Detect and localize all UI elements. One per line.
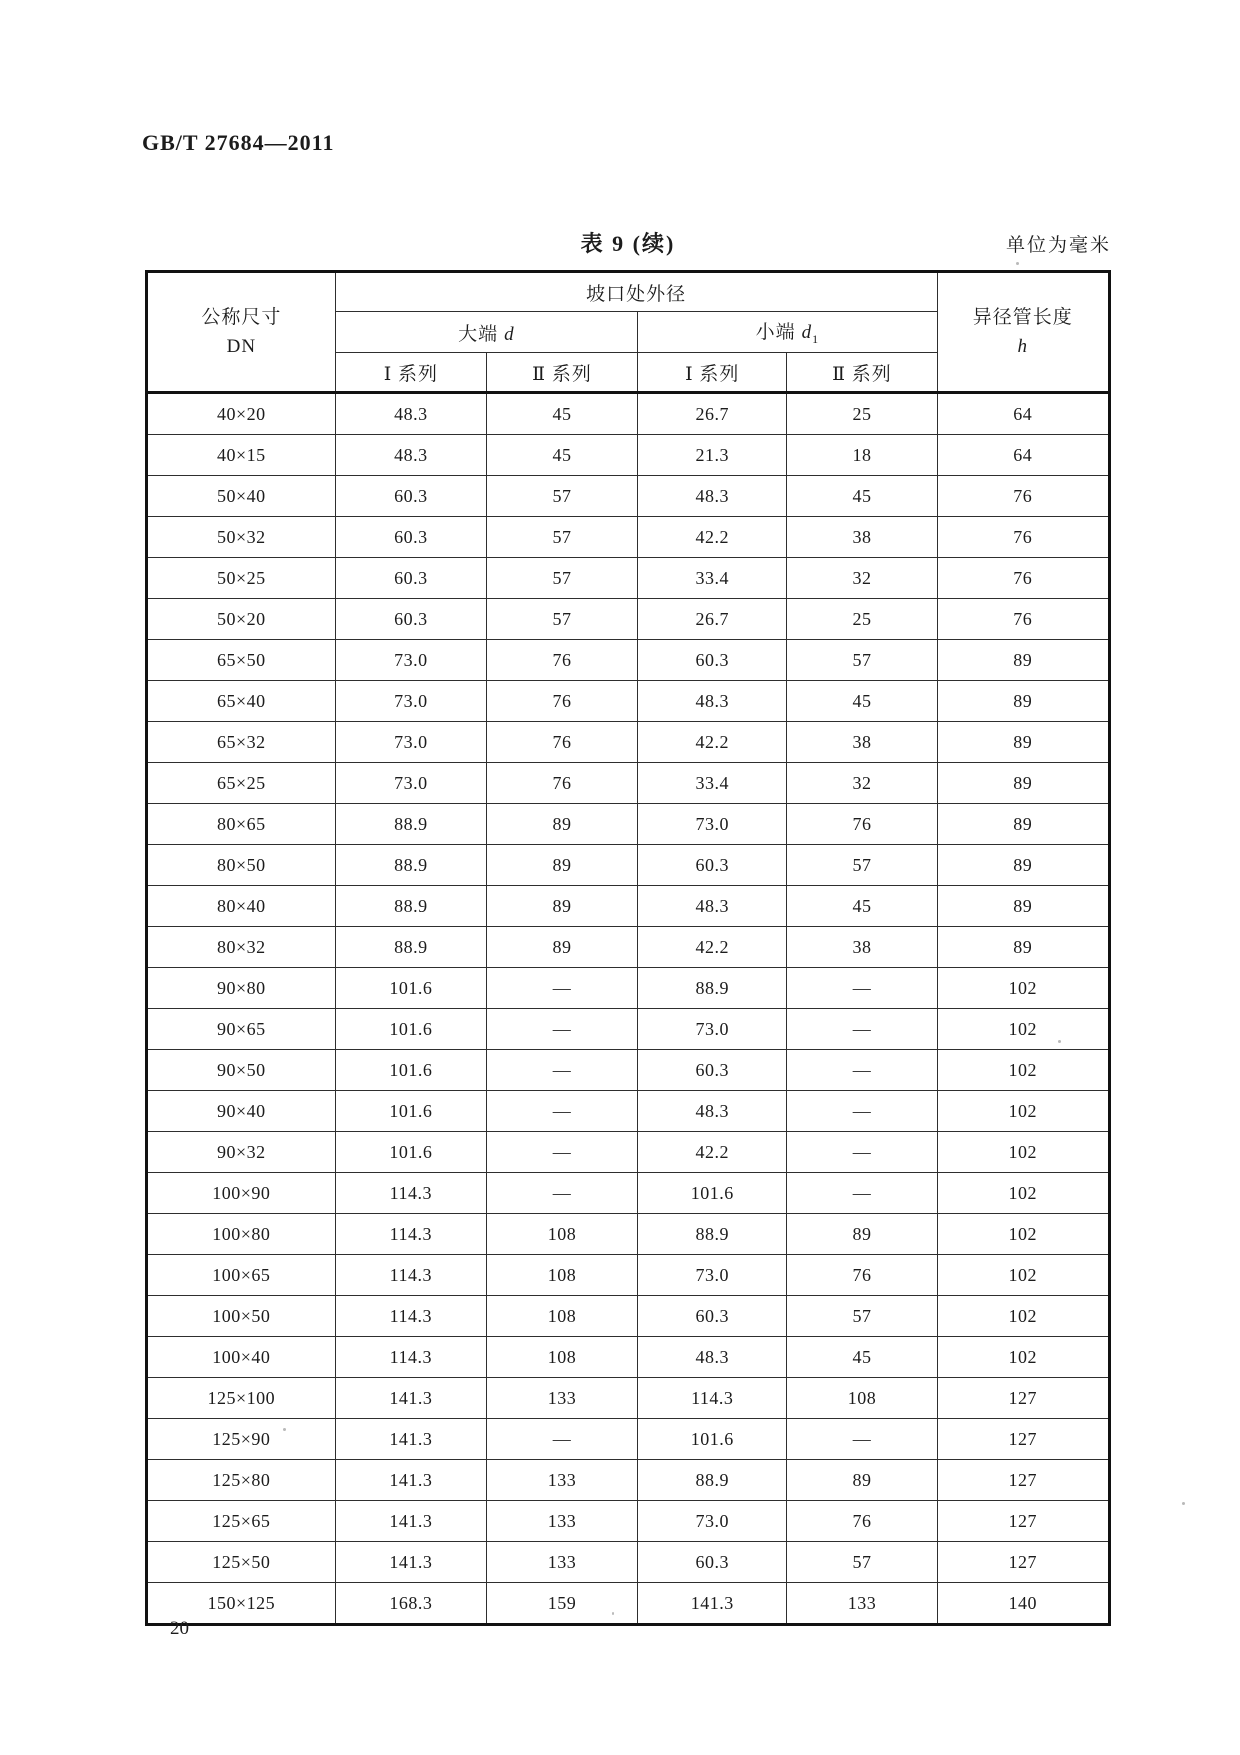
cell-small-end-series-2: 32: [787, 763, 937, 804]
cell-length-h: 127: [937, 1501, 1109, 1542]
cell-small-end-series-2: —: [787, 968, 937, 1009]
cell-length-h: 102: [937, 968, 1109, 1009]
cell-big-end-series-1: 101.6: [335, 1009, 486, 1050]
cell-length-h: 89: [937, 886, 1109, 927]
cell-big-end-series-2: —: [486, 1050, 637, 1091]
table-row: [147, 640, 1110, 681]
cell-small-end-series-2: 45: [787, 1337, 937, 1378]
cell-small-end-series-1: 42.2: [638, 517, 787, 558]
scan-speck: [1016, 262, 1019, 265]
cell-small-end-series-1: 48.3: [638, 681, 787, 722]
table-row: [147, 927, 1110, 968]
table-row: [147, 1009, 1110, 1050]
cell-big-end-series-1: 141.3: [335, 1378, 486, 1419]
cell-length-h: 102: [937, 1173, 1109, 1214]
cell-small-end-series-2: —: [787, 1009, 937, 1050]
cell-small-end-series-2: 57: [787, 845, 937, 886]
cell-dn: 40×15: [147, 435, 336, 476]
table-row: [147, 599, 1110, 640]
scan-speck: [1058, 1040, 1061, 1043]
cell-dn: 50×40: [147, 476, 336, 517]
cell-small-end-series-1: 73.0: [638, 1501, 787, 1542]
cell-big-end-series-2: 45: [486, 435, 637, 476]
cell-big-end-series-2: 133: [486, 1542, 637, 1583]
cell-big-end-series-2: 159: [486, 1583, 637, 1625]
cell-small-end-series-1: 101.6: [638, 1173, 787, 1214]
cell-small-end-series-1: 48.3: [638, 476, 787, 517]
col-header-big-end-series-2: Ⅱ 系列: [486, 353, 637, 393]
cell-small-end-series-1: 141.3: [638, 1583, 787, 1625]
cell-small-end-series-2: —: [787, 1091, 937, 1132]
cell-big-end-series-1: 88.9: [335, 804, 486, 845]
cell-small-end-series-2: —: [787, 1419, 937, 1460]
cell-small-end-series-2: 45: [787, 886, 937, 927]
cell-big-end-series-2: 133: [486, 1501, 637, 1542]
table-row: [147, 435, 1110, 476]
cell-big-end-series-1: 73.0: [335, 640, 486, 681]
cell-dn: 100×50: [147, 1296, 336, 1337]
cell-dn: 65×50: [147, 640, 336, 681]
cell-big-end-series-2: —: [486, 968, 637, 1009]
cell-dn: 150×125: [147, 1583, 336, 1625]
col-header-dn-label: 公称尺寸: [201, 306, 282, 328]
table-row: [147, 393, 1110, 435]
cell-dn: 90×50: [147, 1050, 336, 1091]
cell-big-end-series-2: 108: [486, 1337, 637, 1378]
cell-big-end-series-2: 133: [486, 1460, 637, 1501]
table-row: [147, 804, 1110, 845]
table-row: [147, 1132, 1110, 1173]
cell-dn: 80×32: [147, 927, 336, 968]
cell-big-end-series-2: —: [486, 1091, 637, 1132]
table-row: [147, 1583, 1110, 1625]
cell-small-end-series-1: 73.0: [638, 1255, 787, 1296]
cell-big-end-series-1: 101.6: [335, 1132, 486, 1173]
table-row: [147, 1460, 1110, 1501]
table-row: [147, 1255, 1110, 1296]
cell-big-end-series-2: —: [486, 1419, 637, 1460]
cell-big-end-series-1: 101.6: [335, 968, 486, 1009]
cell-big-end-series-2: 76: [486, 722, 637, 763]
cell-length-h: 89: [937, 722, 1109, 763]
cell-small-end-series-1: 42.2: [638, 722, 787, 763]
cell-big-end-series-1: 101.6: [335, 1091, 486, 1132]
col-header-length-label: 异径管长度: [972, 306, 1073, 328]
cell-small-end-series-2: 57: [787, 1542, 937, 1583]
col-header-reducer-length: [937, 272, 1109, 393]
cell-big-end-series-2: 89: [486, 804, 637, 845]
cell-small-end-series-2: 57: [787, 1296, 937, 1337]
cell-small-end-series-2: 76: [787, 804, 937, 845]
cell-big-end-series-1: 73.0: [335, 763, 486, 804]
cell-dn: 40×20: [147, 393, 336, 435]
unit-note: 单位为毫米: [1005, 235, 1111, 256]
cell-length-h: 64: [937, 435, 1109, 476]
cell-big-end-series-1: 60.3: [335, 476, 486, 517]
cell-small-end-series-1: 88.9: [638, 1460, 787, 1501]
cell-big-end-series-1: 114.3: [335, 1173, 486, 1214]
cell-big-end-series-2: 108: [486, 1255, 637, 1296]
scan-speck: [1182, 1502, 1185, 1505]
table-caption: 表 9 (续): [580, 231, 676, 256]
table-body: [147, 393, 1110, 1625]
cell-length-h: 76: [937, 558, 1109, 599]
cell-big-end-series-1: 88.9: [335, 845, 486, 886]
cell-small-end-series-1: 101.6: [638, 1419, 787, 1460]
cell-big-end-series-1: 114.3: [335, 1214, 486, 1255]
cell-small-end-series-1: 42.2: [638, 1132, 787, 1173]
cell-small-end-series-1: 48.3: [638, 1337, 787, 1378]
cell-length-h: 102: [937, 1337, 1109, 1378]
cell-length-h: 127: [937, 1460, 1109, 1501]
cell-dn: 90×80: [147, 968, 336, 1009]
col-header-dn: [147, 272, 336, 393]
cell-big-end-series-2: 133: [486, 1378, 637, 1419]
cell-small-end-series-1: 60.3: [638, 845, 787, 886]
cell-dn: 50×25: [147, 558, 336, 599]
cell-small-end-series-1: 60.3: [638, 1296, 787, 1337]
table-row: [147, 1050, 1110, 1091]
cell-big-end-series-2: —: [486, 1009, 637, 1050]
cell-small-end-series-1: 33.4: [638, 763, 787, 804]
table-row: [147, 722, 1110, 763]
cell-dn: 90×65: [147, 1009, 336, 1050]
cell-dn: 80×65: [147, 804, 336, 845]
table-header: [147, 272, 1110, 393]
cell-length-h: 102: [937, 1009, 1109, 1050]
cell-small-end-series-2: 89: [787, 1460, 937, 1501]
cell-small-end-series-2: 57: [787, 640, 937, 681]
cell-length-h: 76: [937, 517, 1109, 558]
cell-small-end-series-1: 26.7: [638, 393, 787, 435]
table-row: [147, 558, 1110, 599]
cell-length-h: 89: [937, 845, 1109, 886]
cell-big-end-series-2: —: [486, 1132, 637, 1173]
cell-dn: 65×25: [147, 763, 336, 804]
cell-big-end-series-1: 60.3: [335, 517, 486, 558]
col-header-length-var: h: [1017, 336, 1029, 357]
table-row: [147, 476, 1110, 517]
cell-big-end-series-1: 60.3: [335, 558, 486, 599]
standard-number: GB/T 27684—2011: [142, 130, 335, 155]
cell-big-end-series-2: 89: [486, 886, 637, 927]
cell-small-end-series-1: 73.0: [638, 804, 787, 845]
scan-speck: [283, 1428, 286, 1431]
cell-big-end-series-1: 141.3: [335, 1501, 486, 1542]
cell-big-end-series-1: 73.0: [335, 722, 486, 763]
table-row: [147, 1378, 1110, 1419]
cell-length-h: 89: [937, 681, 1109, 722]
page-number: 20: [170, 1618, 189, 1639]
cell-big-end-series-1: 114.3: [335, 1337, 486, 1378]
table-row: [147, 1214, 1110, 1255]
cell-small-end-series-1: 60.3: [638, 1542, 787, 1583]
cell-small-end-series-2: 108: [787, 1378, 937, 1419]
cell-big-end-series-2: 57: [486, 558, 637, 599]
cell-length-h: 102: [937, 1214, 1109, 1255]
cell-small-end-series-1: 21.3: [638, 435, 787, 476]
table-row: [147, 1419, 1110, 1460]
cell-small-end-series-2: 38: [787, 722, 937, 763]
cell-big-end-series-1: 168.3: [335, 1583, 486, 1625]
cell-big-end-series-1: 73.0: [335, 681, 486, 722]
cell-small-end-series-2: 32: [787, 558, 937, 599]
cell-small-end-series-1: 48.3: [638, 886, 787, 927]
cell-small-end-series-2: 38: [787, 517, 937, 558]
table-row: [147, 1091, 1110, 1132]
cell-big-end-series-2: 108: [486, 1214, 637, 1255]
cell-dn: 100×65: [147, 1255, 336, 1296]
cell-big-end-series-2: 76: [486, 640, 637, 681]
cell-small-end-series-1: 33.4: [638, 558, 787, 599]
col-group-small-end: 小端 $d_1$: [638, 312, 937, 353]
cell-dn: 65×40: [147, 681, 336, 722]
cell-length-h: 127: [937, 1378, 1109, 1419]
col-header-small-end-series-2: Ⅱ 系列: [787, 353, 937, 393]
cell-dn: 125×90: [147, 1419, 336, 1460]
cell-small-end-series-2: 45: [787, 681, 937, 722]
cell-length-h: 89: [937, 927, 1109, 968]
cell-length-h: 76: [937, 476, 1109, 517]
cell-small-end-series-1: 88.9: [638, 968, 787, 1009]
cell-big-end-series-2: 89: [486, 845, 637, 886]
cell-dn: 65×32: [147, 722, 336, 763]
cell-big-end-series-2: —: [486, 1173, 637, 1214]
cell-dn: 90×32: [147, 1132, 336, 1173]
cell-small-end-series-2: 45: [787, 476, 937, 517]
cell-small-end-series-2: 38: [787, 927, 937, 968]
col-header-dn-symbol: DN: [226, 336, 257, 357]
cell-dn: 80×40: [147, 886, 336, 927]
cell-dn: 125×80: [147, 1460, 336, 1501]
cell-big-end-series-1: 88.9: [335, 927, 486, 968]
col-group-big-end: 大端 d: [335, 312, 637, 353]
cell-length-h: 102: [937, 1132, 1109, 1173]
big-end-var: d: [504, 323, 515, 345]
cell-length-h: 102: [937, 1296, 1109, 1337]
cell-big-end-series-1: 114.3: [335, 1296, 486, 1337]
cell-small-end-series-2: —: [787, 1132, 937, 1173]
cell-small-end-series-1: 114.3: [638, 1378, 787, 1419]
cell-big-end-series-1: 88.9: [335, 886, 486, 927]
header-row-groups: [147, 272, 1110, 312]
col-header-small-end-series-1: Ⅰ 系列: [638, 353, 787, 393]
cell-small-end-series-2: 18: [787, 435, 937, 476]
cell-big-end-series-1: 60.3: [335, 599, 486, 640]
cell-length-h: 89: [937, 763, 1109, 804]
cell-dn: 50×32: [147, 517, 336, 558]
cell-dn: 100×90: [147, 1173, 336, 1214]
table-row: [147, 681, 1110, 722]
cell-dn: 50×20: [147, 599, 336, 640]
cell-small-end-series-2: 25: [787, 393, 937, 435]
cell-length-h: 102: [937, 1091, 1109, 1132]
cell-big-end-series-1: 141.3: [335, 1542, 486, 1583]
cell-big-end-series-1: 114.3: [335, 1255, 486, 1296]
cell-small-end-series-2: 76: [787, 1501, 937, 1542]
cell-small-end-series-1: 60.3: [638, 1050, 787, 1091]
cell-small-end-series-2: 133: [787, 1583, 937, 1625]
cell-length-h: 89: [937, 804, 1109, 845]
cell-big-end-series-1: 48.3: [335, 393, 486, 435]
cell-small-end-series-2: 89: [787, 1214, 937, 1255]
cell-big-end-series-1: 101.6: [335, 1050, 486, 1091]
table-row: [147, 1501, 1110, 1542]
cell-small-end-series-2: —: [787, 1173, 937, 1214]
scan-speck: [612, 1612, 614, 1615]
table-row: [147, 763, 1110, 804]
table-row: [147, 1542, 1110, 1583]
cell-dn: 125×100: [147, 1378, 336, 1419]
cell-big-end-series-1: 48.3: [335, 435, 486, 476]
col-group-outer-diameter: 坡口处外径: [335, 272, 937, 312]
cell-length-h: 102: [937, 1255, 1109, 1296]
cell-small-end-series-1: 26.7: [638, 599, 787, 640]
cell-big-end-series-2: 45: [486, 393, 637, 435]
table-row: [147, 886, 1110, 927]
table-row: [147, 1173, 1110, 1214]
cell-length-h: 76: [937, 599, 1109, 640]
cell-length-h: 127: [937, 1542, 1109, 1583]
cell-length-h: 64: [937, 393, 1109, 435]
cell-small-end-series-1: 73.0: [638, 1009, 787, 1050]
cell-big-end-series-1: 141.3: [335, 1460, 486, 1501]
cell-dn: 125×65: [147, 1501, 336, 1542]
cell-small-end-series-1: 88.9: [638, 1214, 787, 1255]
cell-big-end-series-1: 141.3: [335, 1419, 486, 1460]
cell-small-end-series-2: 76: [787, 1255, 937, 1296]
cell-length-h: 140: [937, 1583, 1109, 1625]
cell-big-end-series-2: 89: [486, 927, 637, 968]
cell-dn: 80×50: [147, 845, 336, 886]
cell-small-end-series-2: —: [787, 1050, 937, 1091]
table-row: [147, 1337, 1110, 1378]
table-row: [147, 517, 1110, 558]
cell-length-h: 89: [937, 640, 1109, 681]
cell-dn: 100×80: [147, 1214, 336, 1255]
cell-length-h: 127: [937, 1419, 1109, 1460]
reducer-dimensions-table: [145, 270, 1111, 1626]
cell-small-end-series-2: 25: [787, 599, 937, 640]
cell-big-end-series-2: 57: [486, 476, 637, 517]
cell-big-end-series-2: 57: [486, 599, 637, 640]
col-header-big-end-series-1: Ⅰ 系列: [335, 353, 486, 393]
cell-dn: 90×40: [147, 1091, 336, 1132]
table-row: [147, 968, 1110, 1009]
cell-small-end-series-1: 60.3: [638, 640, 787, 681]
cell-big-end-series-2: 57: [486, 517, 637, 558]
cell-big-end-series-2: 108: [486, 1296, 637, 1337]
cell-length-h: 102: [937, 1050, 1109, 1091]
table-row: [147, 1296, 1110, 1337]
table-row: [147, 845, 1110, 886]
cell-big-end-series-2: 76: [486, 763, 637, 804]
cell-dn: 100×40: [147, 1337, 336, 1378]
cell-small-end-series-1: 48.3: [638, 1091, 787, 1132]
small-end-var: $d_1$: [801, 322, 820, 346]
cell-small-end-series-1: 42.2: [638, 927, 787, 968]
cell-dn: 125×50: [147, 1542, 336, 1583]
cell-big-end-series-2: 76: [486, 681, 637, 722]
